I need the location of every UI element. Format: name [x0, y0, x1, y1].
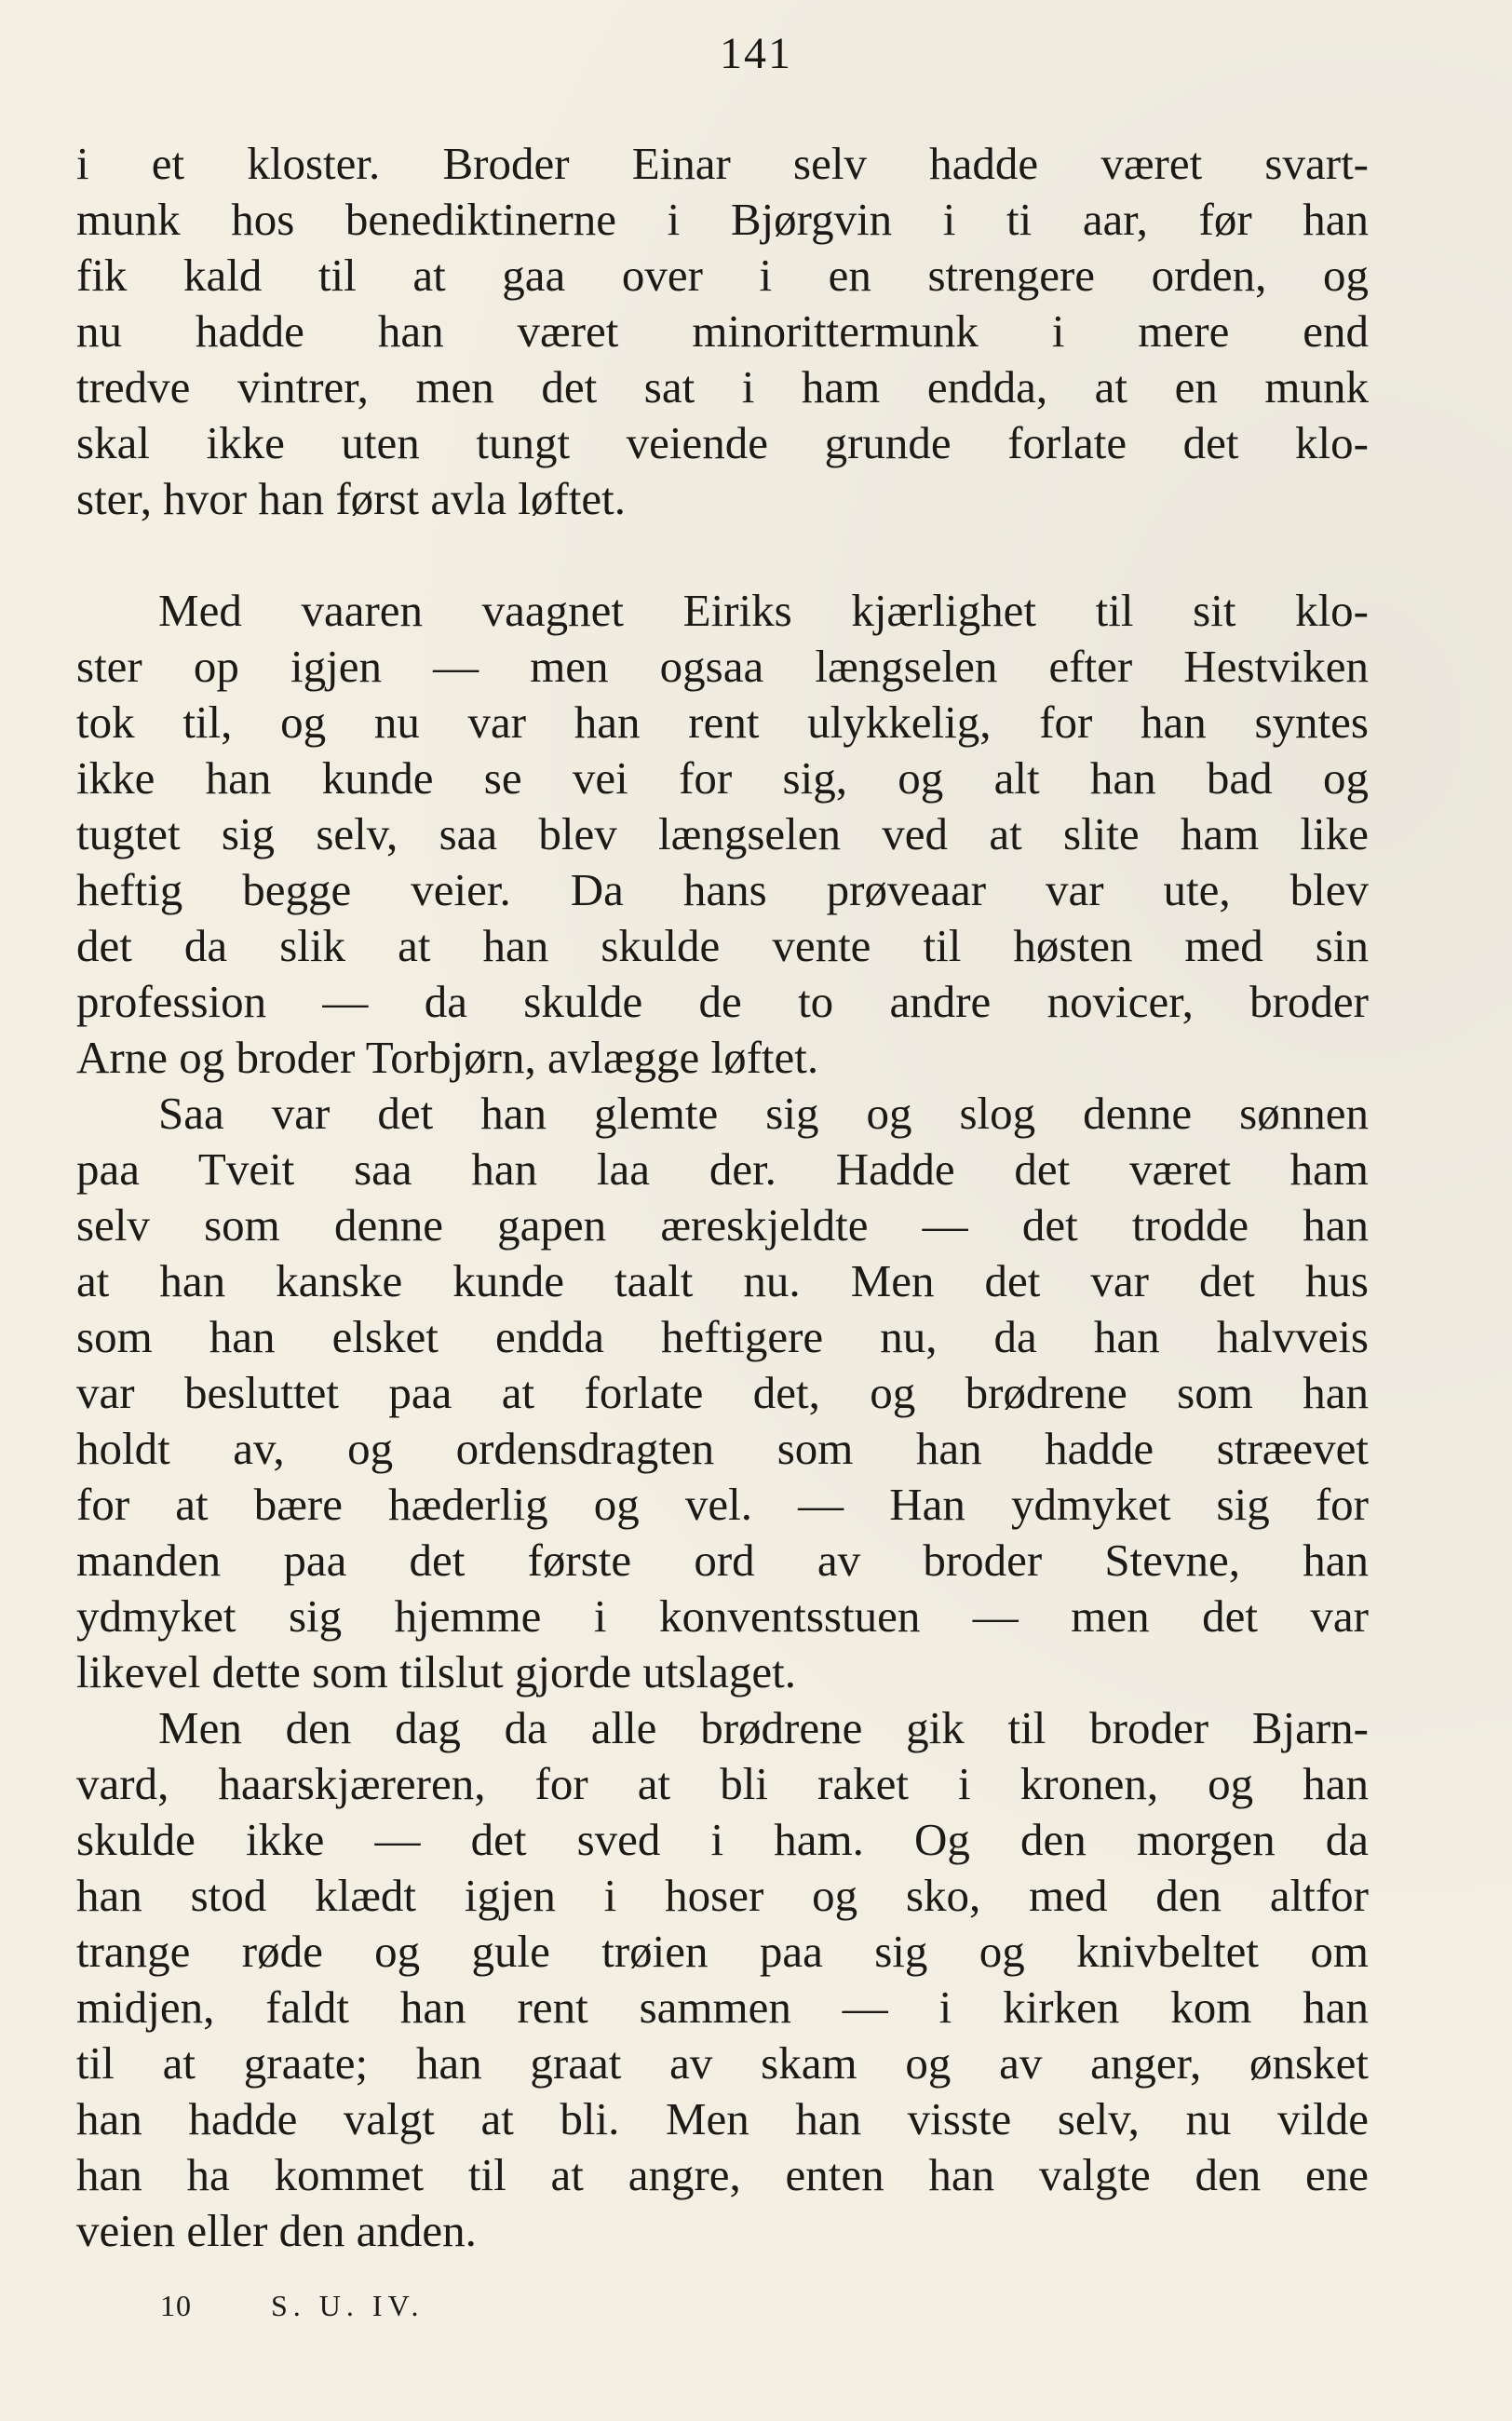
text-line: holdt av, og ordensdragten som han hadde stræevet: [76, 1423, 1369, 1474]
text-line: som han elsket endda heftigere nu, da han halvveis: [76, 1311, 1369, 1362]
text-line: paa Tveit saa han laa der. Hadde det været ham: [76, 1143, 1369, 1195]
text-line: fik kald til at gaa over i en strengere orden, og: [76, 250, 1369, 301]
text-line: tredve vintrer, men det sat i ham endda, at en munk: [76, 361, 1369, 413]
text-line: skal ikke uten tungt veiende grunde forlate det klo-: [76, 417, 1369, 468]
text-line: midjen, faldt han rent sammen — i kirken kom han: [76, 1981, 1369, 2033]
paragraph: [76, 1086, 1369, 1700]
text-line: Med vaaren vaagnet Eiriks kjærlighet til sit klo-: [158, 585, 1369, 636]
text-line: Men den dag da alle brødrene gik til broder Bjarn-: [158, 1702, 1369, 1753]
text-line: veien eller den anden.: [76, 2205, 477, 2256]
text-line: at han kanske kunde taalt nu. Men det var det hus: [76, 1255, 1369, 1306]
text-line: for at bære hæderlig og vel. — Han ydmyket sig for: [76, 1479, 1369, 1530]
text-line: han hadde valgt at bli. Men han visste selv, nu vilde: [76, 2093, 1369, 2144]
text-line: Saa var det han glemte sig og slog denne sønnen: [158, 1088, 1369, 1139]
text-line: profession — da skulde de to andre novicer, broder: [76, 976, 1369, 1027]
body-text: [76, 136, 1369, 2259]
text-line: vard, haarskjæreren, for at bli raket i kronen, og han: [76, 1758, 1369, 1809]
text-line: manden paa det første ord av broder Stevne, han: [76, 1535, 1369, 1586]
text-line: munk hos benediktinerne i Bjørgvin i ti aar, før han: [76, 194, 1369, 245]
page-number: 141: [720, 29, 792, 78]
signature-number: 10: [160, 2289, 192, 2322]
signature-mark: S. U. IV.: [271, 2289, 425, 2322]
text-line: var besluttet paa at forlate det, og brødrene som han: [76, 1367, 1369, 1418]
paragraph-gap: [76, 527, 1369, 583]
text-line: trange røde og gule trøien paa sig og knivbeltet om: [76, 1926, 1369, 1977]
text-line: ikke han kunde se vei for sig, og alt han bad og: [76, 752, 1369, 804]
text-line: heftig begge veier. Da hans prøveaar var ute, blev: [76, 864, 1369, 915]
text-line: skulde ikke — det sved i ham. Og den morgen da: [76, 1814, 1369, 1865]
text-line: ster op igjen — men ogsaa længselen efter Hestviken: [76, 641, 1369, 692]
paragraph: [76, 136, 1369, 527]
text-line: tok til, og nu var han rent ulykkelig, for han syntes: [76, 697, 1369, 748]
text-line: likevel dette som tilslut gjorde utslaget.: [76, 1646, 796, 1697]
text-line: han stod klædt igjen i hoser og sko, med den altfor: [76, 1870, 1369, 1921]
text-line: tugtet sig selv, saa blev længselen ved at slite ham like: [76, 808, 1369, 859]
text-line: selv som denne gapen æreskjeldte — det trodde han: [76, 1199, 1369, 1251]
text-line: han ha kommet til at angre, enten han valgte den ene: [76, 2149, 1369, 2200]
text-line: Arne og broder Torbjørn, avlægge løftet.: [76, 1032, 819, 1083]
paragraph: [76, 1700, 1369, 2259]
page-footer: [160, 2289, 425, 2323]
text-line: nu hadde han været minorittermunk i mere end: [76, 305, 1369, 357]
text-line: ster, hvor han først avla løftet.: [76, 473, 626, 524]
text-line: i et kloster. Broder Einar selv hadde været svart-: [76, 138, 1369, 189]
paragraph: [76, 583, 1369, 1086]
text-line: til at graate; han graat av skam og av anger, ønsket: [76, 2037, 1369, 2089]
text-line: ydmyket sig hjemme i konventsstuen — men det var: [76, 1590, 1369, 1642]
text-line: det da slik at han skulde vente til høsten med sin: [76, 920, 1369, 971]
